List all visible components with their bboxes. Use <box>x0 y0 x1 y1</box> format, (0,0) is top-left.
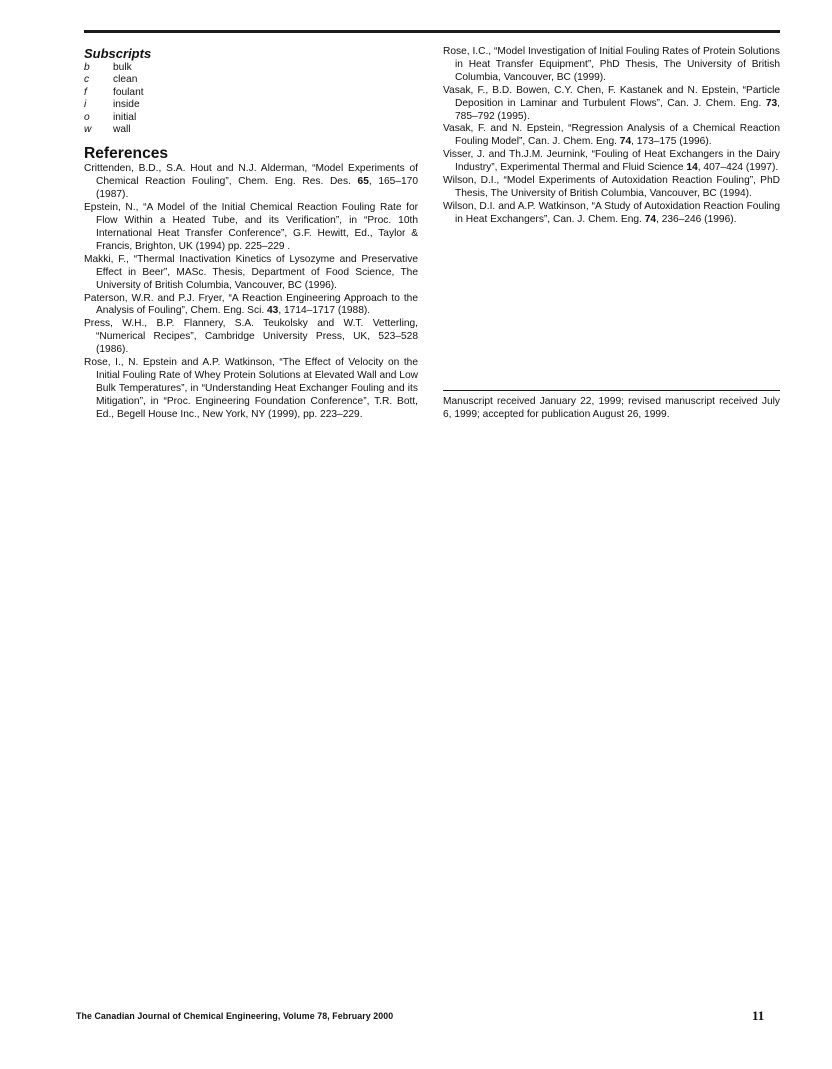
subscript-row <box>84 74 418 86</box>
left-column <box>84 46 418 422</box>
subscript-symbol: w <box>84 124 92 136</box>
subscript-meaning: inside <box>113 99 140 111</box>
subscripts-list <box>84 62 418 136</box>
subscript-symbol: i <box>84 99 87 111</box>
manuscript-block <box>443 390 780 422</box>
subscript-symbol: o <box>84 111 90 123</box>
manuscript-rule <box>443 390 780 391</box>
reference-entry: Wilson, D.I., “Model Experiments of Autoxidation Reaction Fouling”, PhD Thesis, The University of British Columbia, Vancouver, BC (1994). <box>443 175 780 199</box>
subscript-meaning: wall <box>113 124 131 136</box>
subscript-symbol: f <box>84 86 87 98</box>
reference-entry: Visser, J. and Th.J.M. Jeurnink, “Fouling of Heat Exchangers in the Dairy Industry”, Experimental Thermal and Fluid Science 14, 407–424 (1997). <box>443 149 780 174</box>
subscript-meaning: bulk <box>113 62 132 73</box>
reference-entry: Rose, I., N. Epstein and A.P. Watkinson, “The Effect of Velocity on the Initial Fouling Rate of Whey Protein Solutions at Elevated Wall and Low Bulk Temperatures”, in “Understanding Heat Exchanger Fouling and its Mitigation”, in “Proc. Engineering Foundation Conference”, T.R. Bott, Ed., Begell House Inc., New York, NY (1999), pp. 223–229. <box>84 357 418 420</box>
subscript-row <box>84 99 418 111</box>
reference-entry: Crittenden, B.D., S.A. Hout and N.J. Alderman, “Model Experiments of Chemical Reaction Fouling”, Chem. Eng. Res. Des. 65, 165–170 (1987). <box>84 163 418 201</box>
page-number: 11 <box>752 1008 765 1023</box>
subscript-symbol: c <box>84 74 90 86</box>
subscripts-heading: Subscripts <box>84 46 152 61</box>
right-column <box>443 46 780 227</box>
subscript-row <box>84 62 418 74</box>
reference-entry: Vasak, F. and N. Epstein, “Regression Analysis of a Chemical Reaction Fouling Model”, Can. J. Chem. Eng. 74, 173–175 (1996). <box>443 123 780 148</box>
subscript-meaning: clean <box>113 74 138 86</box>
references-heading: References <box>84 145 169 163</box>
reference-entry: Paterson, W.R. and P.J. Fryer, “A Reaction Engineering Approach to the Analysis of Fouling”, Chem. Eng. Sci. 43, 1714–1717 (1988). <box>84 292 418 317</box>
top-rule <box>84 30 780 33</box>
reference-entry: Press, W.H., B.P. Flannery, S.A. Teukolsky and W.T. Vetterling, “Numerical Recipes”, Cambridge University Press, UK, 523–528 (1986). <box>84 318 418 356</box>
subscript-symbol: b <box>84 62 90 73</box>
references-list-right <box>443 46 780 227</box>
subscript-meaning: initial <box>113 111 137 123</box>
subscript-row <box>84 124 418 136</box>
manuscript-note: Manuscript received January 22, 1999; revised manuscript received July 6, 1999; accepted for publication August 26, 1999. <box>443 396 780 420</box>
subscript-row <box>84 112 418 124</box>
reference-entry: Epstein, N., “A Model of the Initial Chemical Reaction Fouling Rate for Flow Within a Heated Tube, and its Verification”, in “Proc. 10th International Heat Transfer Conference”, G.F. Hewitt, Ed., Taylor & Francis, Brighton, UK (1994) pp. 225–229 . <box>84 202 418 252</box>
references-list-left <box>84 163 418 421</box>
reference-entry: Makki, F., “Thermal Inactivation Kinetics of Lysozyme and Preservative Effect in Beer”, MASc. Thesis, Department of Food Science, The University of British Columbia, Vancouver, BC (1996). <box>84 253 418 291</box>
reference-entry: Wilson, D.I. and A.P. Watkinson, “A Study of Autoxidation Reaction Fouling in Heat Exchangers”, Can. J. Chem. Eng. 74, 236–246 (1996). <box>443 200 780 225</box>
footer-journal: The Canadian Journal of Chemical Engineering, Volume 78, February 2000 <box>76 1011 394 1021</box>
subscript-meaning: foulant <box>113 86 144 98</box>
subscript-row <box>84 87 418 99</box>
reference-entry: Rose, I.C., “Model Investigation of Initial Fouling Rates of Protein Solutions in Heat Transfer Equipment”, PhD Thesis, The University of British Columbia, Vancouver, BC (1999). <box>443 46 780 83</box>
reference-entry: Vasak, F., B.D. Bowen, C.Y. Chen, F. Kastanek and N. Epstein, “Particle Deposition in Laminar and Turbulent Flows”, Can. J. Chem. Eng. 73, 785–792 (1995). <box>443 84 780 122</box>
